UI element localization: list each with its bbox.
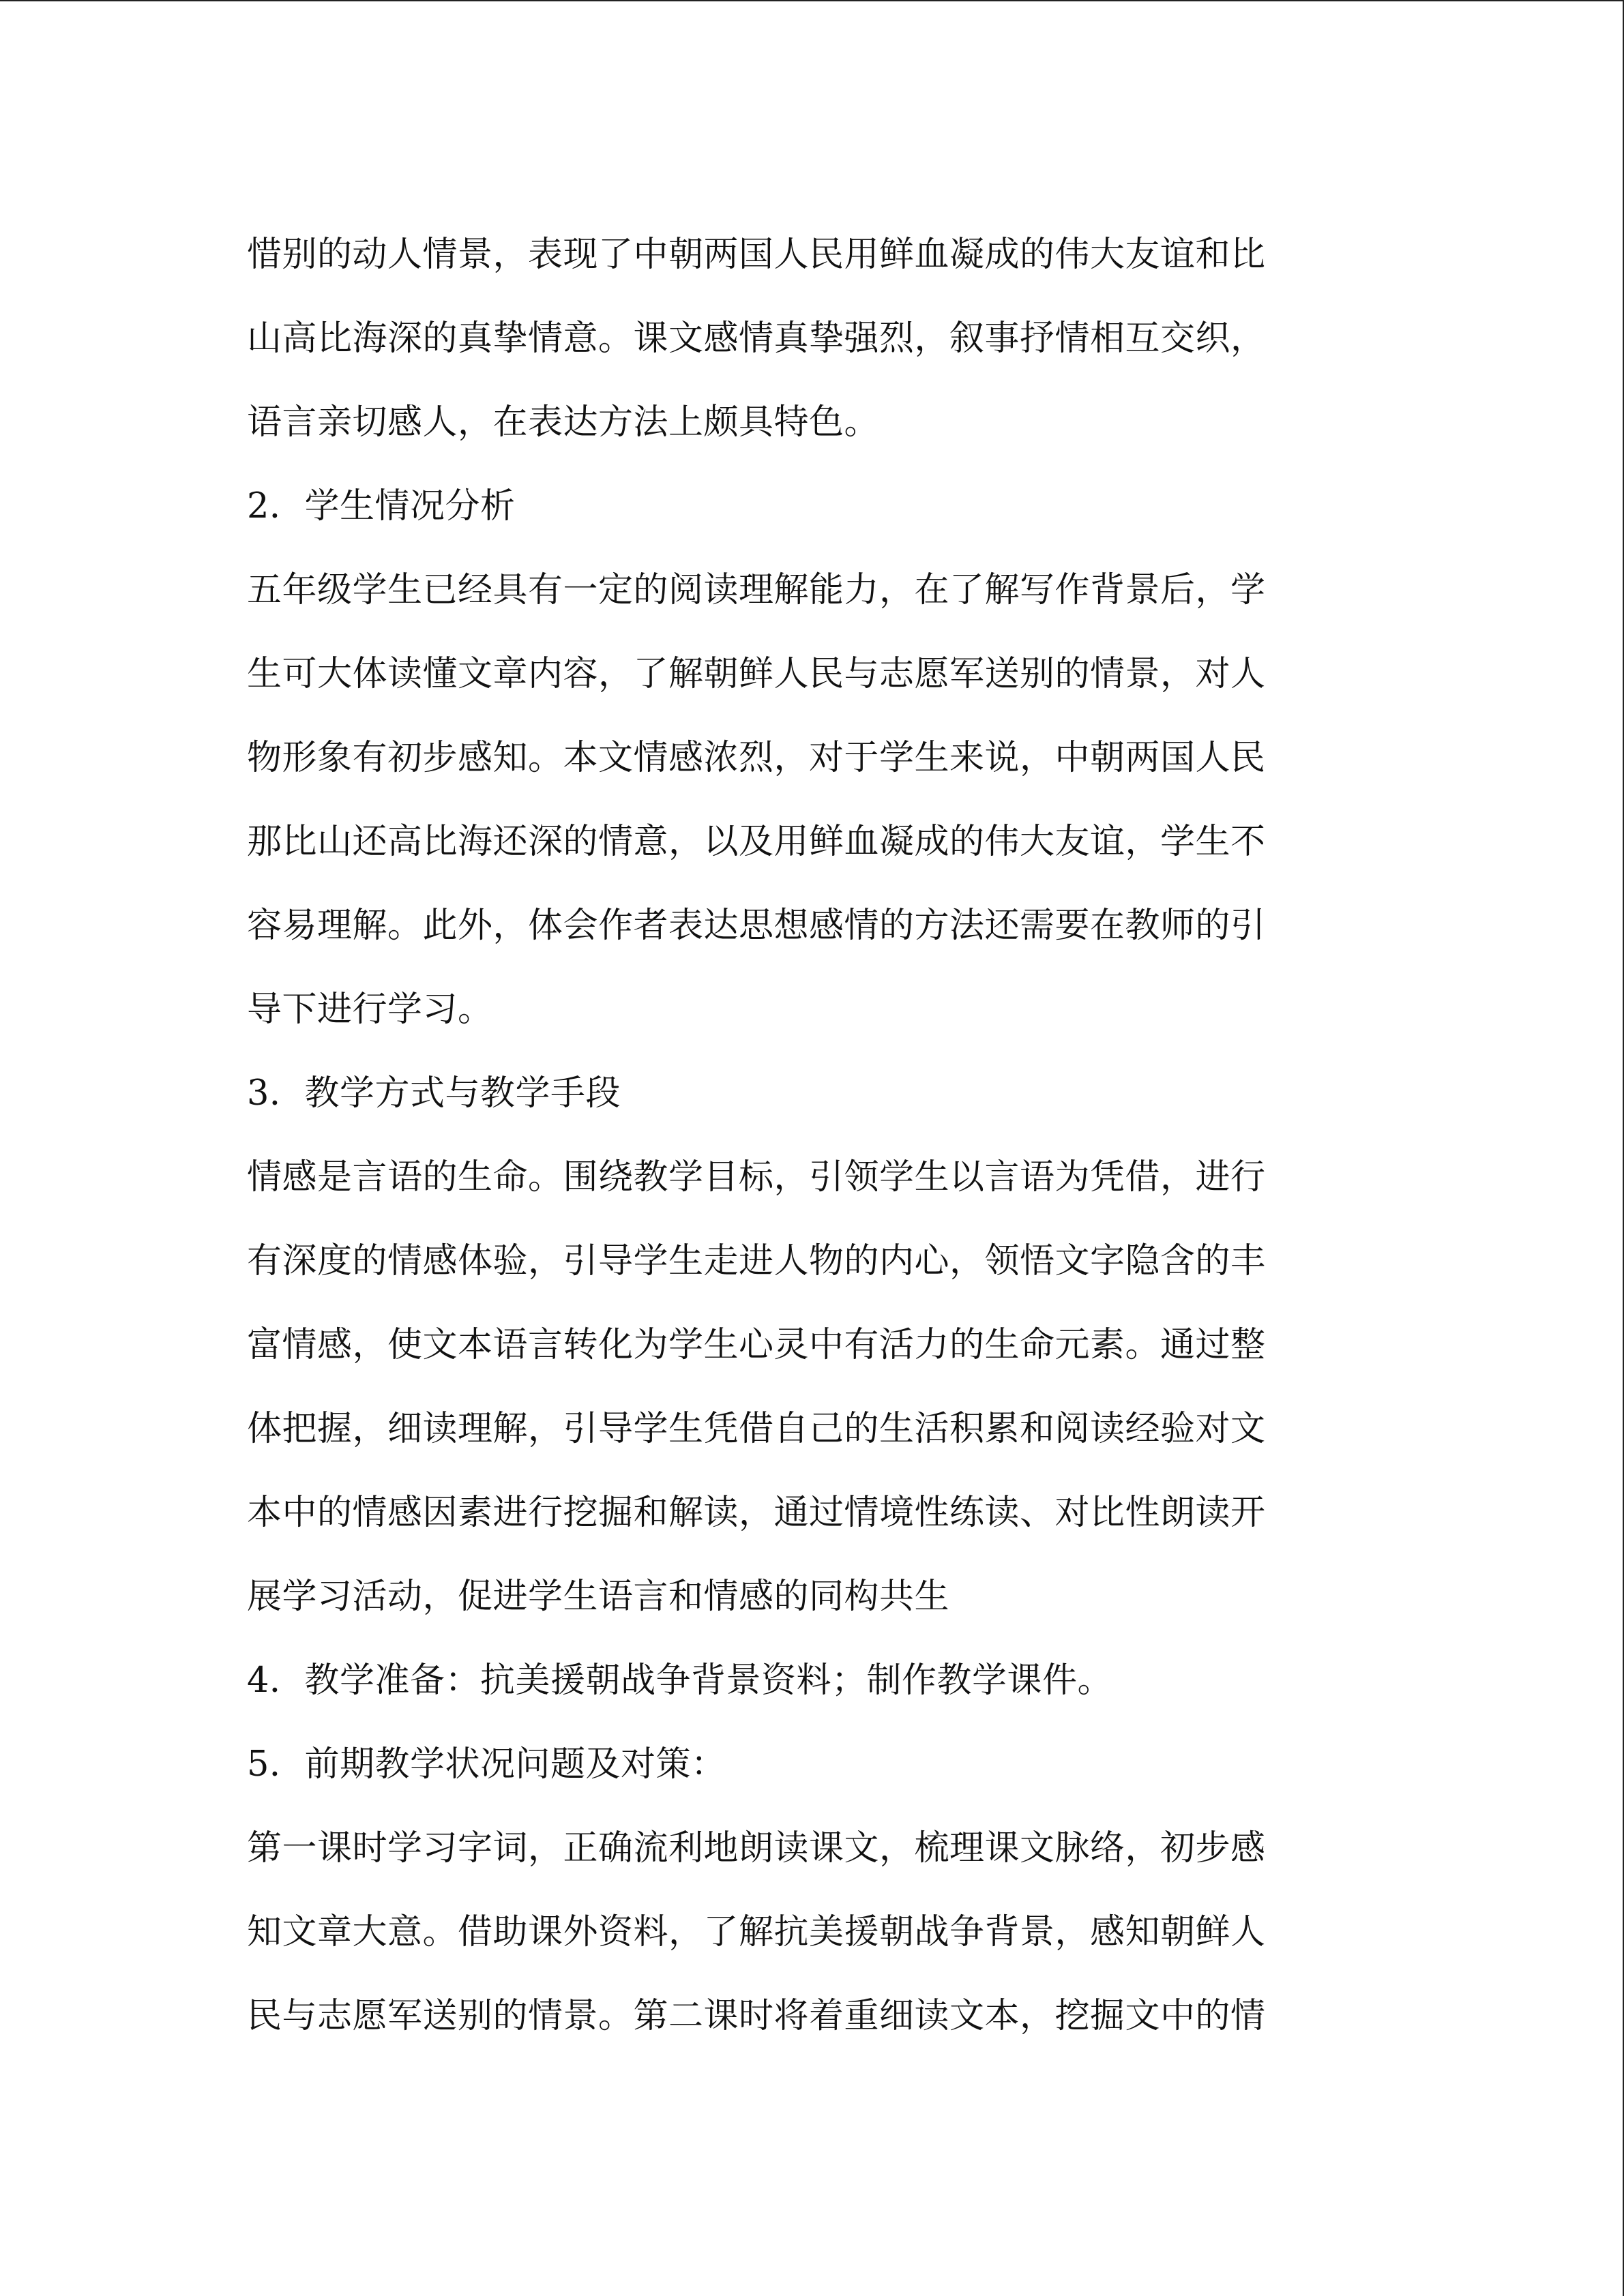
paragraph-line: 惜别的动人情景，表现了中朝两国人民用鲜血凝成的伟大友谊和比 <box>247 235 1266 275</box>
paragraph-line: 展学习活动，促进学生语言和情感的同构共生 <box>247 1577 950 1617</box>
section-heading: 2．学生情况分析 <box>247 486 516 526</box>
section-heading: 4．教学准备：抗美援朝战争背景资料；制作教学课件。 <box>247 1660 1112 1701</box>
paragraph-line: 生可大体读懂文章内容，了解朝鲜人民与志愿军送别的情景，对人 <box>247 654 1266 694</box>
section-heading: 5．前期教学状况问题及对策： <box>247 1744 726 1785</box>
document-body <box>247 213 1365 2058</box>
paragraph-line: 那比山还高比海还深的情意，以及用鲜血凝成的伟大友谊，学生不 <box>247 822 1266 862</box>
section-heading: 3．教学方式与教学手段 <box>247 1073 621 1114</box>
paragraph-line: 情感是言语的生命。围绕教学目标，引领学生以言语为凭借，进行 <box>247 1157 1266 1197</box>
paragraph-line: 山高比海深的真挚情意。课文感情真挚强烈，叙事抒情相互交织， <box>247 318 1266 359</box>
paragraph-line: 物形象有初步感知。本文情感浓烈，对于学生来说，中朝两国人民 <box>247 738 1266 778</box>
paragraph-line: 五年级学生已经具有一定的阅读理解能力，在了解写作背景后，学 <box>247 570 1266 610</box>
paragraph-line: 富情感，使文本语言转化为学生心灵中有活力的生命元素。通过整 <box>247 1325 1266 1365</box>
paragraph-line: 容易理解。此外，体会作者表达思想感情的方法还需要在教师的引 <box>247 906 1266 946</box>
paragraph-line: 有深度的情感体验，引导学生走进人物的内心，领悟文字隐含的丰 <box>247 1241 1266 1281</box>
paragraph-line: 第一课时学习字词，正确流利地朗读课文，梳理课文脉络，初步感 <box>247 1828 1266 1868</box>
paragraph-line: 本中的情感因素进行挖掘和解读，通过情境性练读、对比性朗读开 <box>247 1493 1266 1533</box>
paragraph-line: 知文章大意。借助课外资料，了解抗美援朝战争背景，感知朝鲜人 <box>247 1912 1266 1952</box>
paragraph-line: 民与志愿军送别的情景。第二课时将着重细读文本，挖掘文中的情 <box>247 1996 1266 2036</box>
paragraph-line: 语言亲切感人，在表达方法上颇具特色。 <box>247 402 880 443</box>
paragraph-line: 体把握，细读理解，引导学生凭借自己的生活积累和阅读经验对文 <box>247 1409 1266 1449</box>
paragraph-line: 导下进行学习。 <box>247 989 493 1030</box>
